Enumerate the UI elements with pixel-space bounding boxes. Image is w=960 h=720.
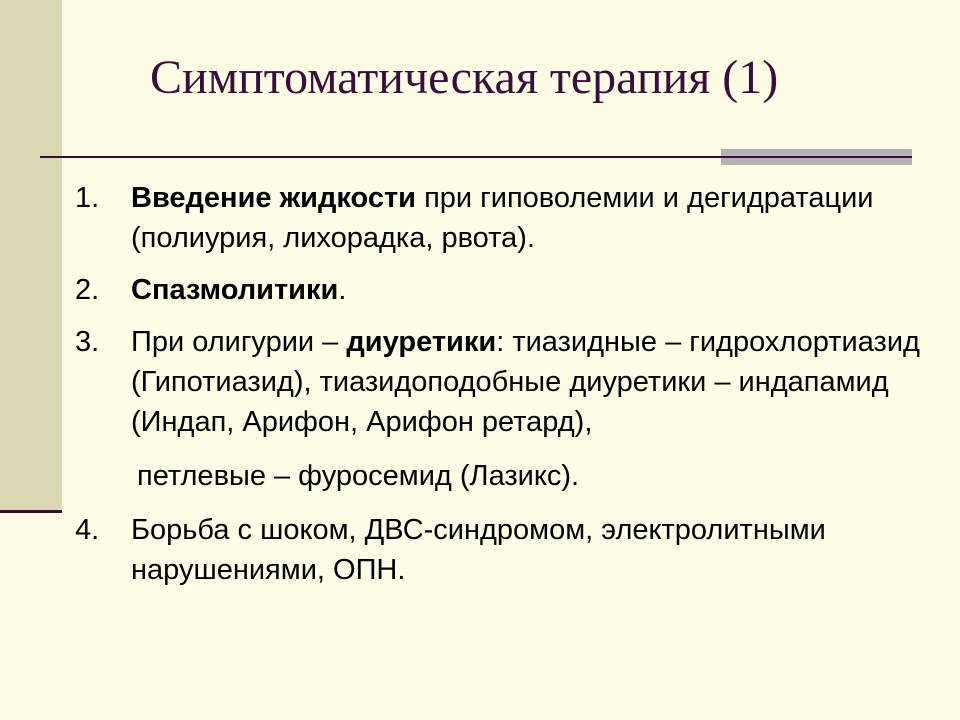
item-text: .	[338, 274, 347, 306]
title-accent-line	[721, 156, 912, 158]
item-bold-text: Введение жидкости	[131, 182, 417, 214]
item-text: петлевые – фуросемид (Лазикс).	[137, 460, 580, 492]
side-decor-bar	[0, 0, 62, 512]
item-bold-text: Спазмолитики	[131, 274, 339, 306]
list-number: 3.	[75, 326, 100, 358]
item-text: при гиповолемии и дегидратации (полиурия, лихорадка, рвота).	[131, 182, 874, 254]
list-number: 4.	[75, 514, 100, 546]
list-number: 2.	[75, 274, 100, 306]
list-item-3-continuation	[75, 456, 925, 496]
list-item-1	[75, 178, 925, 258]
list-item-2	[75, 270, 925, 310]
item-bold-text: диуретики	[346, 326, 497, 358]
side-decor-line	[0, 510, 62, 513]
item-pre-text: При олигурии –	[131, 326, 347, 358]
list-item-4	[75, 510, 925, 590]
slide-body	[75, 178, 925, 602]
list-number: 1.	[75, 182, 100, 214]
item-text: Борьба с шоком, ДВС-синдромом, электролитными нарушениями, ОПН.	[131, 514, 826, 586]
item-text: : тиазидные – гидрохлортиазид (Гипотиазид), тиазидоподобные диуретики – индапамид (Индап, Арифон, Арифон ретард),	[131, 326, 920, 438]
slide-title: Симптоматическая терапия (1)	[150, 51, 779, 104]
list-item-3	[75, 322, 925, 442]
